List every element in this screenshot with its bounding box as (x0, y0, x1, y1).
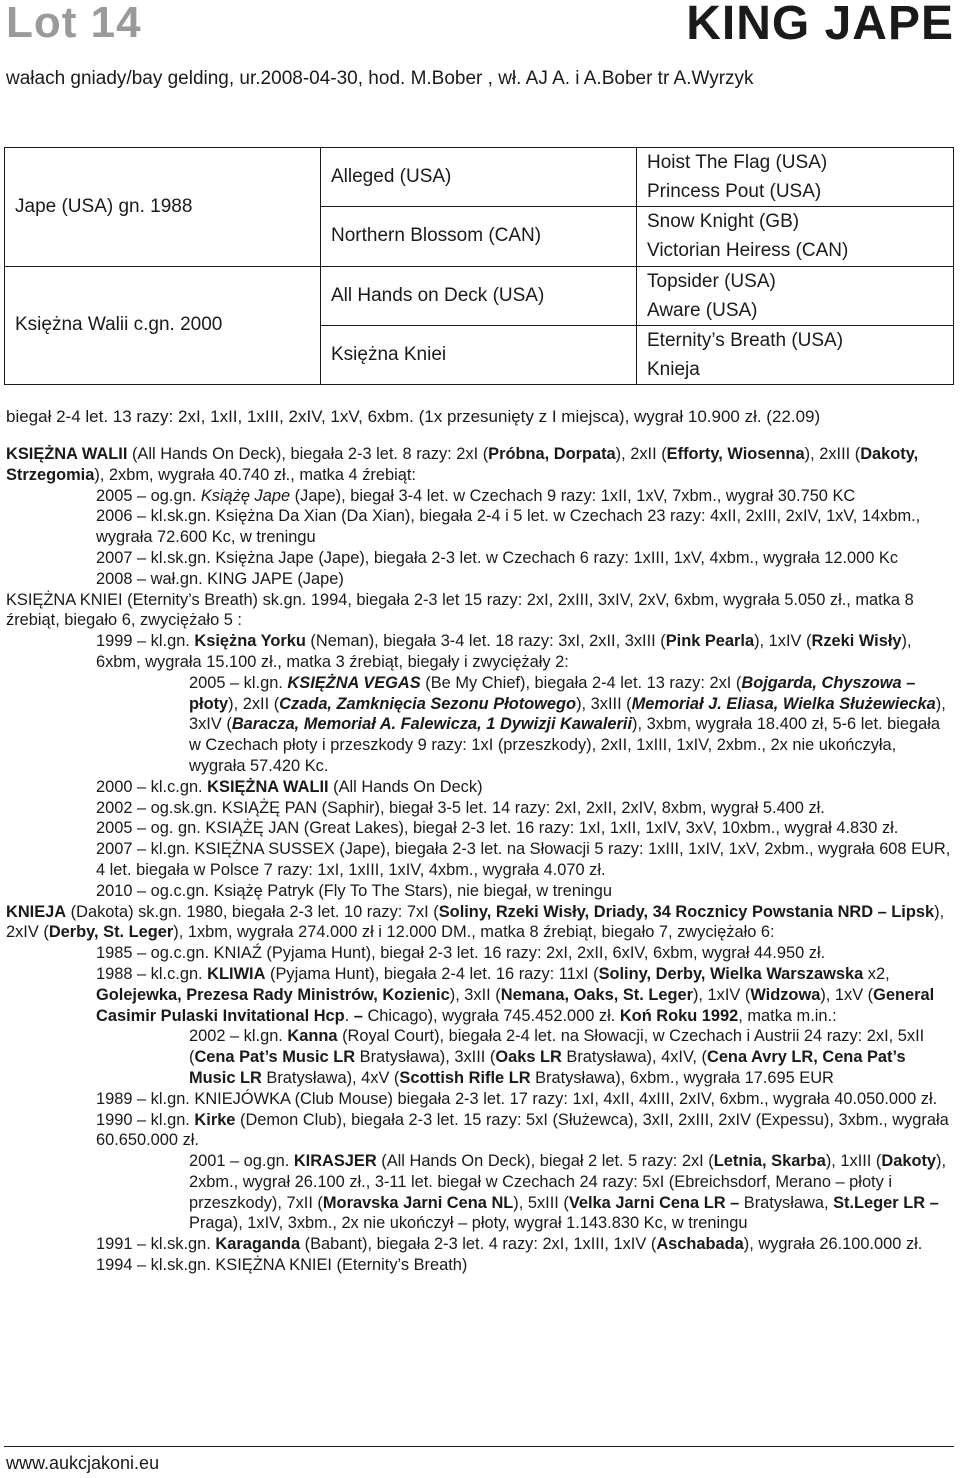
pedigree-grandparent: All Hands on Deck (USA) (321, 266, 636, 325)
entry-text: , matka m.in.: (738, 1006, 837, 1025)
entry-text: Baracza, Memoriał A. Falewicza, 1 Dywizji Kawalerii (231, 715, 633, 734)
entry-text: (Be My Chief), biegała 2-4 let. 13 razy: 2xI ( (420, 673, 742, 692)
entry-text: Dakoty, Strzegomia (6, 445, 919, 484)
entry-text: Bratysława), 4xIV, ( (561, 1048, 707, 1067)
entry-line (6, 964, 952, 1026)
entry-text: Chicago), wygrała 745.452.000 zł. (362, 1006, 620, 1025)
entry-text: Praga), 1xIV, 3xbm., 2x nie ukończył – płoty, wygrał 1.143.830 Kc, w treningu (189, 1214, 748, 1233)
entry-text: ), 3xbm, wygrała 18.400 zł, 5-6 let. biegała w Czechach płoty i przeszkody 9 razy: 1xI (przeszkody), 2xII, 1xIII, 1xIV, 2xbm., 2x nie ukończyła, wygrała 57.420 Kc. (189, 715, 940, 775)
entry-text: Karaganda (215, 1235, 301, 1254)
horse-name: KING JAPE (686, 0, 954, 50)
entry-text: KSIĘŻNA KNIEI (Eternity’s Breath) sk.gn. 1994, biegała 2-3 let 15 razy: 2xI, 2xIII, 3xIV, 2xV, 6xbm, wygrała 5.050 zł., matka 8 źrebiąt, biegało 6, zwyciężało 5 : (6, 590, 914, 630)
pedigree-great-grandparent: Eternity’s Breath (USA) (647, 329, 844, 351)
entry-text: Moravska Jarni Cena NL (322, 1193, 514, 1212)
entry-text: (Royal Court), biegała 2-4 let. na Słowacji, w Czechach i Austrii 24 razy: 2xI, 5xII ( (189, 1027, 925, 1067)
entry-text: ), 2xIII ( (804, 445, 861, 463)
entry-text: KSIĘŻNA WALII (207, 777, 329, 796)
entry-text: 2000 – kl.c.gn. (96, 777, 208, 796)
entry-line (6, 590, 952, 632)
entry-text: Bojgarda, Chyszowa (741, 673, 902, 692)
entry-text: Soliny, Derby, Wielka Warszawska (598, 964, 864, 983)
entry-text: . (344, 1006, 354, 1025)
entry-text: ), 1xIII ( (825, 1152, 882, 1171)
entry-line (6, 1110, 952, 1152)
entry-line (6, 1026, 952, 1088)
pedigree-dam: Księżna Walii c.gn. 2000 (5, 266, 320, 385)
entry-line (6, 631, 952, 673)
entry-text: Derby, St. Leger (48, 923, 174, 942)
entry-text: KSIĘŻNA WALII (6, 445, 128, 463)
entry-text: ), 1xV ( (820, 985, 874, 1004)
entry-line (6, 1089, 952, 1110)
entry-text: St.Leger LR – (833, 1193, 939, 1212)
entry-text: Dakoty (881, 1152, 937, 1171)
entry-text: ), 2xbm, wygrała 40.740 zł., matka 4 źrebiąt: (94, 465, 416, 484)
pedigree-great-grandparent: Victorian Heiress (CAN) (647, 240, 849, 262)
entry-text: 1985 – og.c.gn. KNIAŹ (Pyjama Hunt), biegał 2-3 let. 16 razy: 2xI, 2xII, 6xIV, 6xbm, wygrał 44.950 zł. (96, 944, 826, 963)
entry-text: 1989 – kl.gn. KNIEJÓWKA (Club Mouse) biegała 2-3 let. 17 razy: 1xI, 4xII, 4xIII, 2xIV, 6xbm., wygrała 40.050.000 zł. (96, 1089, 938, 1108)
pedigree-grandparents (321, 148, 637, 384)
footer-divider (4, 1446, 954, 1447)
entry-text: 1990 – kl.gn. (96, 1110, 195, 1129)
entry-text: (Demon Club), biegała 2-3 let. 15 razy: 5xI (Służewca), 3xII, 2xIII, 2xIV (Expessu), 3xbm., wygrała 60.650.000 zł. (96, 1110, 949, 1150)
entry-text: 2005 – og.gn. (96, 486, 201, 505)
entry-text: ), 2xII ( (615, 445, 667, 463)
entry-text: Widzowa (750, 985, 821, 1004)
entry-text: KNIEJA (6, 902, 67, 921)
entry-line (6, 444, 952, 486)
entry-text: 2007 – kl.gn. KSIĘŻNA SUSSEX (Jape), biegała 2-3 let. na Słowacji 5 razy: 1xIII, 1xIV, 1xV, 2xbm., wygrała 608 EUR, 4 let. biegała w Polsce 7 razy: 1xI, 1xIII, 1xIV, 4xbm., wygrała 4.070 zł. (96, 840, 951, 879)
pedigree-grandparent: Księżna Kniei (321, 325, 636, 384)
pedigree-great-grandparent: Aware (USA) (647, 299, 758, 321)
race-summary: biegał 2-4 let. 13 razy: 2xI, 1xII, 1xIII, 2xIV, 1xV, 6xbm. (1x przesunięty z I miejsca), wygrał 10.900 zł. (22.09) (6, 407, 821, 426)
entry-text: Nemana, Oaks, St. Leger (500, 985, 693, 1004)
entry-text: 2007 – kl.sk.gn. Księżna Jape (Jape), biegała 2-3 let. w Czechach 6 razy: 1xIII, 1xV, 4xbm., wygrała 12.000 Kc (96, 548, 899, 567)
entry-text: Scottish Rifle LR (399, 1068, 531, 1087)
entry-text: 2010 – og.c.gn. Książę Patryk (Fly To The Stars), nie biegał, w treningu (96, 881, 612, 900)
entry-text: ), 3xIII ( (576, 694, 632, 713)
entry-text: Kirke (194, 1110, 236, 1129)
entry-text: (All Hands On Deck), biegał 2 let. 5 razy: 2xI ( (376, 1152, 714, 1171)
entry-text: Rzeki Wisły (811, 632, 902, 651)
entry-line (6, 943, 952, 964)
pedigree-pair (637, 266, 953, 325)
entry-text: KLIWIA (207, 964, 266, 983)
entry-text: 2006 – kl.sk.gn. Księżna Da Xian (Da Xian), biegała 2-4 i 5 let. w Czechach 23 razy: 4xII, 2xIII, 2xIV, 1xV, 14xbm., wygrała 72.600 Kc, w treningu (96, 507, 921, 547)
pedigree-pair (637, 325, 953, 384)
entry-line (6, 818, 952, 839)
entry-text: Cena Avry LR, Cena Pat’s Music LR (189, 1048, 906, 1087)
entry-text: Bratysława, (743, 1193, 834, 1212)
entry-text: Koń Roku 1992 (619, 1006, 739, 1025)
entry-text: x2, (863, 964, 890, 983)
entry-text: 2002 – kl.gn. (189, 1027, 288, 1046)
entry-text: (Jape), biegał 3-4 let. w Czechach 9 razy: 1xII, 1xV, 7xbm., wygrał 30.750 KC (290, 486, 856, 505)
lot-title: Lot 14 (6, 0, 142, 47)
entry-line (6, 1234, 952, 1255)
pedigree-great-grandparent: Knieja (647, 358, 700, 380)
entry-text: KSIĘŻNA VEGAS (287, 673, 421, 692)
entry-text: 2002 – og.sk.gn. KSIĄŻĘ PAN (Saphir), biegał 3-5 let. 14 razy: 2xI, 2xII, 2xIV, 8xbm, wygrał 5.400 zł. (96, 798, 825, 817)
entry-text: 1991 – kl.sk.gn. (96, 1235, 216, 1254)
entry-text: Aschabada (656, 1235, 744, 1254)
entry-text: Bratysława), 3xIII ( (355, 1048, 496, 1067)
entry-text: Czada, Zamknięcia Sezonu Płotowego (279, 694, 577, 713)
entry-text: ), 1xIV ( (692, 985, 751, 1004)
entry-line (6, 902, 952, 944)
pedigree-table (4, 147, 954, 385)
entry-text: ), 5xIII ( (513, 1193, 569, 1212)
pedigree-great-grandparent: Snow Knight (GB) (647, 211, 800, 233)
entry-text: ), 1xbm, wygrała 274.000 zł i 12.000 DM., matka 8 źrebiąt, biegało 7, zwyciężało 6: (173, 923, 775, 942)
entry-text: Bratysława), 4xV ( (261, 1068, 400, 1087)
entry-text: 2001 – og.gn. (189, 1152, 294, 1171)
entry-text: Memoriał J. Eliasa, Wielka Służewiecka (631, 694, 936, 713)
entry-text: Bratysława), 6xbm., wygrała 17.695 EUR (530, 1068, 834, 1087)
entry-text: 1988 – kl.c.gn. (96, 964, 208, 983)
entry-text: Oaks LR (495, 1048, 562, 1067)
entry-line (6, 881, 952, 902)
pedigree-grandparent: Northern Blossom (CAN) (321, 206, 636, 265)
entry-line (6, 506, 952, 548)
catalogue-body (6, 405, 952, 1276)
entry-text: 2005 – kl.gn. (189, 673, 288, 692)
pedigree-great-grandparent: Topsider (USA) (647, 270, 776, 292)
entry-line (6, 569, 952, 590)
entry-line (6, 839, 952, 881)
entry-text: – płoty (189, 673, 916, 713)
entry-line (6, 1255, 952, 1276)
entry-text: Velka Jarni Cena LR – (568, 1193, 744, 1212)
entry-text: 1994 – kl.sk.gn. KSIĘŻNA KNIEI (Eternity’s Breath) (96, 1256, 468, 1275)
entry-text: ), 3xII ( (449, 985, 501, 1004)
pedigree-great-grandparent: Princess Pout (USA) (647, 181, 822, 203)
entry-text: Letnia, Skarba (713, 1152, 826, 1171)
entry-text: Kanna (287, 1027, 338, 1046)
entry-text: ), 3xIV ( (189, 694, 946, 734)
horse-info: wałach gniady/bay gelding, ur.2008-04-30, hod. M.Bober , wł. AJ A. i A.Bober tr A.Wyrzyk (6, 68, 754, 89)
entry-text: ), 2xIV ( (6, 902, 945, 942)
entry-text: ), 6xbm, wygrała 15.100 zł., matka 3 źrebiąt, biegały i zwyciężały 2: (96, 632, 912, 671)
entry-text: Próbna, Dorpata (488, 445, 616, 463)
entry-text: 2005 – og. gn. KSIĄŻĘ JAN (Great Lakes), biegał 2-3 let. 16 razy: 1xI, 1xII, 1xIV, 3xV, 10xbm., wygrał 4.830 zł. (96, 819, 899, 838)
entry-text: KIRASJER (293, 1152, 377, 1171)
entry-text: Cena Pat’s Music LR (194, 1048, 356, 1067)
entry-text: Księżna Yorku (194, 632, 306, 651)
entry-text: ), 1xIV ( (754, 632, 812, 651)
dam-line-entries (6, 444, 952, 1276)
entry-text: (All Hands On Deck), biegała 2-3 let. 8 razy: 2xI ( (127, 445, 489, 463)
footer-website: www.aukcjakoni.eu (6, 1453, 160, 1473)
entry-text: (Pyjama Hunt), biegała 2-4 let. 16 razy: 11xI ( (265, 964, 599, 983)
entry-line (6, 548, 952, 569)
entry-text: (Dakota) sk.gn. 1980, biegała 2-3 let. 10 razy: 7xI ( (66, 902, 439, 921)
entry-text: 2008 – wał.gn. KING JAPE (Jape) (96, 569, 344, 588)
entry-text: Książę Jape (200, 486, 291, 505)
pedigree-pair (637, 206, 953, 265)
pedigree-great-grandparents (637, 148, 953, 384)
entry-text: (Neman), biegała 3-4 let. 18 razy: 3xI, 2xII, 3xIII ( (305, 632, 666, 651)
entry-line (6, 1151, 952, 1234)
pedigree-great-grandparent: Hoist The Flag (USA) (647, 152, 828, 174)
entry-text: (Babant), biegała 2-3 let. 4 razy: 2xI, 1xIII, 1xIV ( (300, 1235, 657, 1254)
entry-text: ), 2xbm., wygrał 26.100 zł., 3-11 let. biegał w Czechach 24 razy: 5xI (Ebreichsdorf, Merano – płoty i przeszkody), 7xII ( (189, 1152, 947, 1212)
pedigree-pair (637, 148, 953, 206)
entry-text: – (353, 1006, 363, 1025)
pedigree-parents (5, 148, 321, 384)
entry-text: Golejewka, Prezesa Rady Ministrów, Kozienic (96, 985, 450, 1004)
entry-text: ), 2xII ( (228, 694, 280, 713)
entry-line (6, 777, 952, 798)
entry-text: Soliny, Rzeki Wisły, Driady, 34 Rocznicy Powstania NRD – Lipsk (438, 902, 935, 921)
entry-text: 1999 – kl.gn. (96, 632, 195, 651)
entry-text: Pink Pearla (665, 632, 755, 651)
entry-text: Efforty, Wiosenna (666, 445, 805, 463)
entry-line (6, 798, 952, 819)
entry-text: ), wygrała 26.100.000 zł. (743, 1235, 923, 1254)
entry-text: (All Hands On Deck) (328, 777, 483, 796)
pedigree-sire: Jape (USA) gn. 1988 (15, 195, 193, 217)
entry-line (6, 486, 952, 507)
pedigree-grandparent: Alleged (USA) (331, 166, 452, 188)
entry-line (6, 673, 952, 777)
entry-text: General Casimir Pulaski Invitational Hcp (96, 985, 935, 1025)
